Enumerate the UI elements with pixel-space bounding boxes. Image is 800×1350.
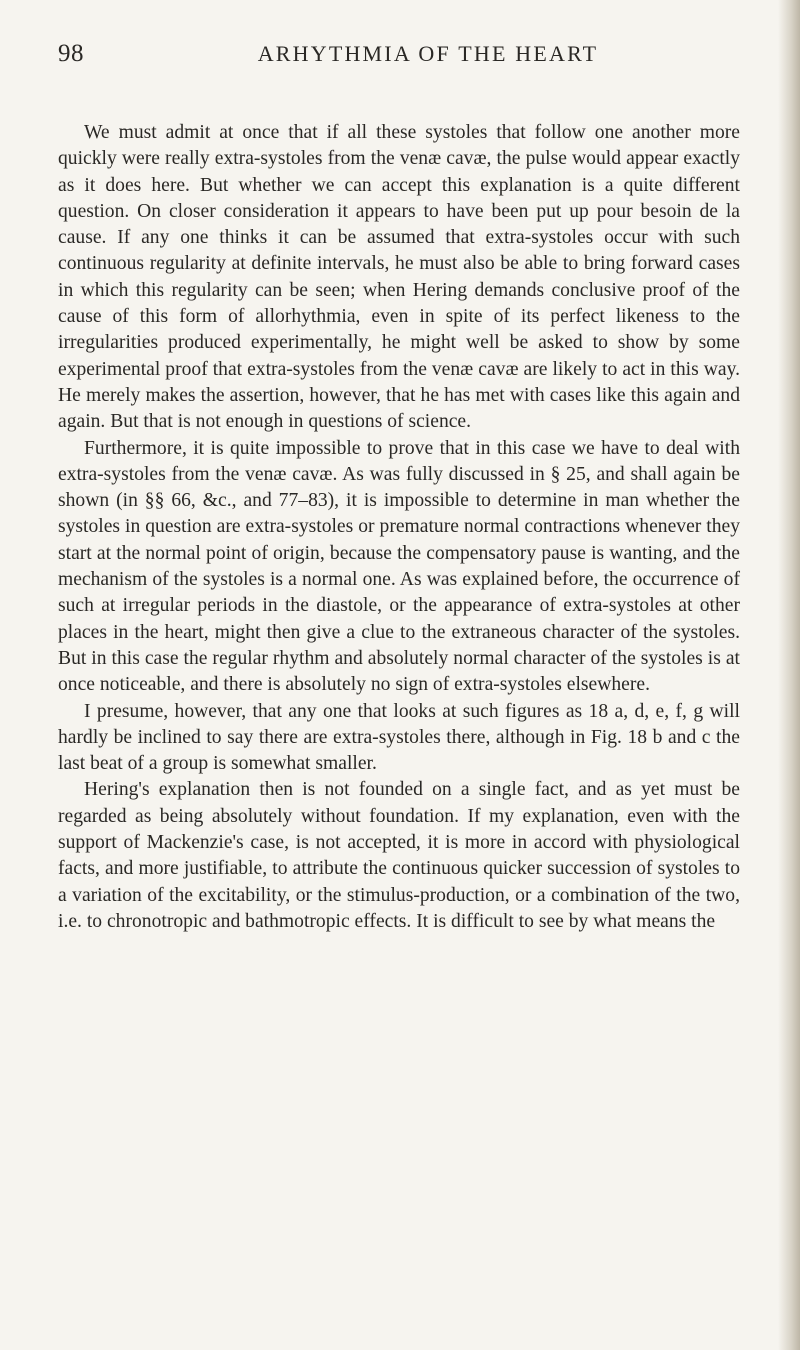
body-text [58,120,740,935]
paragraph-2: Furthermore, it is quite impossible to prove that in this case we have to deal with extra-systoles from the venæ cavæ. As was fully discussed in § 25, and shall again be shown (in §§ 66, &c., and 77–83), it is impossible to determine in man whether the systoles in question are extra-systoles or premature normal contractions whenever they start at the normal point of origin, because the compensatory pause is wanting, and the mechanism of the systoles is a normal one. As was explained before, the occurrence of such at irregular periods in the diastole, or the appearance of extra-systoles at other places in the heart, might then give a clue to the extraneous character of the systoles. But in this case the regular rhythm and absolutely normal character of the systoles is at once noticeable, and there is absolutely no sign of extra-systoles elsewhere. [58,437,740,696]
page-edge-shadow [778,0,800,1350]
page-number: 98 [58,40,84,67]
paragraph-3: I presume, however, that any one that looks at such figures as 18 a, d, e, f, g will hardly be inclined to say there are extra-systoles there, although in Fig. 18 b and c the last beat of a group is somewhat smaller. [58,700,740,775]
running-title: ARHYTHMIA OF THE HEART [257,41,599,66]
paragraph-4: Hering's explanation then is not founded on a single fact, and as yet must be regarded as being absolutely without foundation. If my explanation, even with the support of Mackenzie's case, is not accepted, it is more in accord with physiological facts, and more justifiable, to attribute the continuous quicker succession of systoles to a variation of the excitability, or the stimulus-production, or a combination of the two, i.e. to chronotropic and bathmotropic effects. It is difficult to see by what means the [58,779,740,932]
paragraph-1: We must admit at once that if all these systoles that follow one another more quickly were really extra-systoles from the venæ cavæ, the pulse would appear exactly as it does here. But whether we can accept this explanation is a quite different question. On closer consideration it appears to have been put up pour besoin de la cause. If any one thinks it can be assumed that extra-systoles occur with such continuous regularity at definite intervals, he must also be able to bring forward cases in which this regularity can be seen; when Hering demands conclusive proof of the cause of this form of allorhythmia, even in spite of its perfect likeness to the irregularities produced experimentally, he might well be asked to show by some experimental proof that extra-systoles from the venæ cavæ are likely to act in this way. He merely makes the assertion, however, that he has met with cases like this again and again. But that is not enough in questions of science. [58,122,740,433]
running-head [58,34,758,74]
